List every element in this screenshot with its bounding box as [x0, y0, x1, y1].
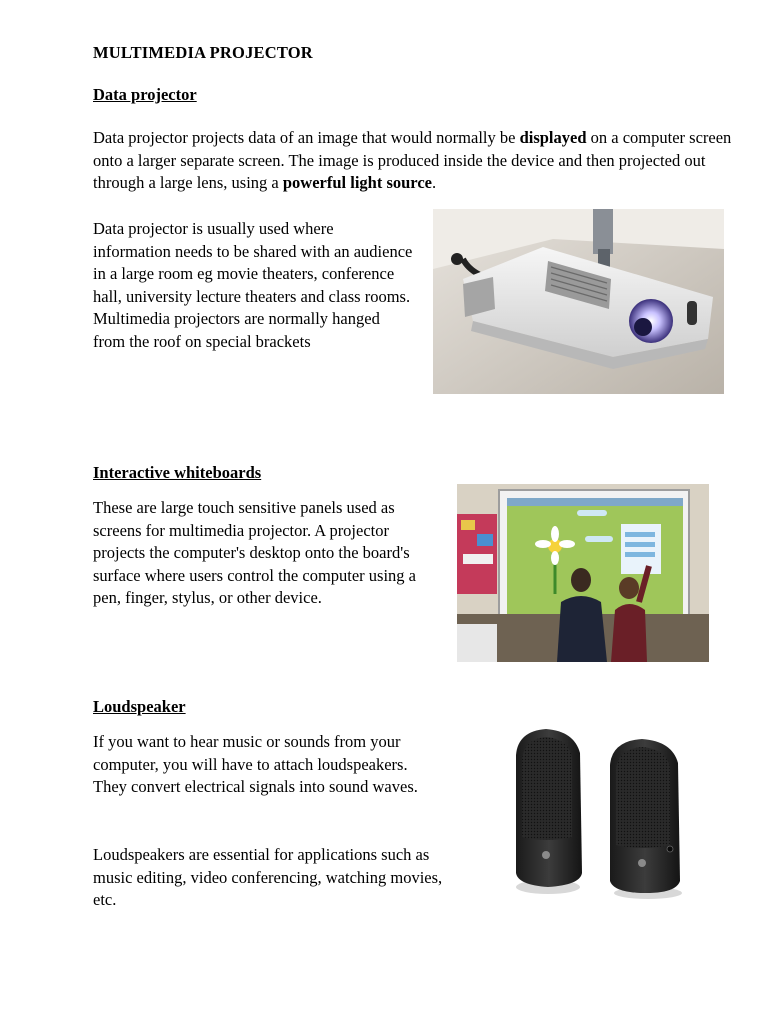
heading-loudspeaker: Loudspeaker — [93, 697, 186, 716]
loudspeaker-paragraph-2: Loudspeakers are essential for applications such as music editing, video conferencing, watching movies, etc. — [93, 845, 443, 909]
heading-data-projector: Data projector — [93, 85, 197, 104]
whiteboard-paragraph-1: These are large touch sensitive panels used as screens for multimedia projector. A projector projects the computer's desktop onto the board's surface where users control the computer using a pen, finger, stylus, or other device. — [93, 498, 417, 607]
heading-interactive-whiteboards: Interactive whiteboards — [93, 463, 262, 482]
data-projector-paragraph-1: Data projector projects data of an image that would normally be displayed on a computer screen onto a larger separate screen. The image is produced inside the device and then projected out through a large lens, using a powerful light source. — [93, 128, 732, 192]
projector-photo — [433, 209, 724, 394]
data-projector-paragraph-2: Data projector is usually used where information needs to be shared with an audience in a large room eg movie theaters, conference hall, university lecture theaters and class rooms. Multimedia projectors are normally hanged from the roof on special brackets — [93, 219, 413, 351]
page-title: MULTIMEDIA PROJECTOR — [93, 43, 313, 62]
whiteboard-photo — [457, 484, 709, 662]
speakers-photo — [506, 725, 692, 900]
loudspeaker-paragraph-1: If you want to hear music or sounds from your computer, you will have to attach loudspeakers. They convert electrical signals into sound waves. — [93, 732, 418, 796]
